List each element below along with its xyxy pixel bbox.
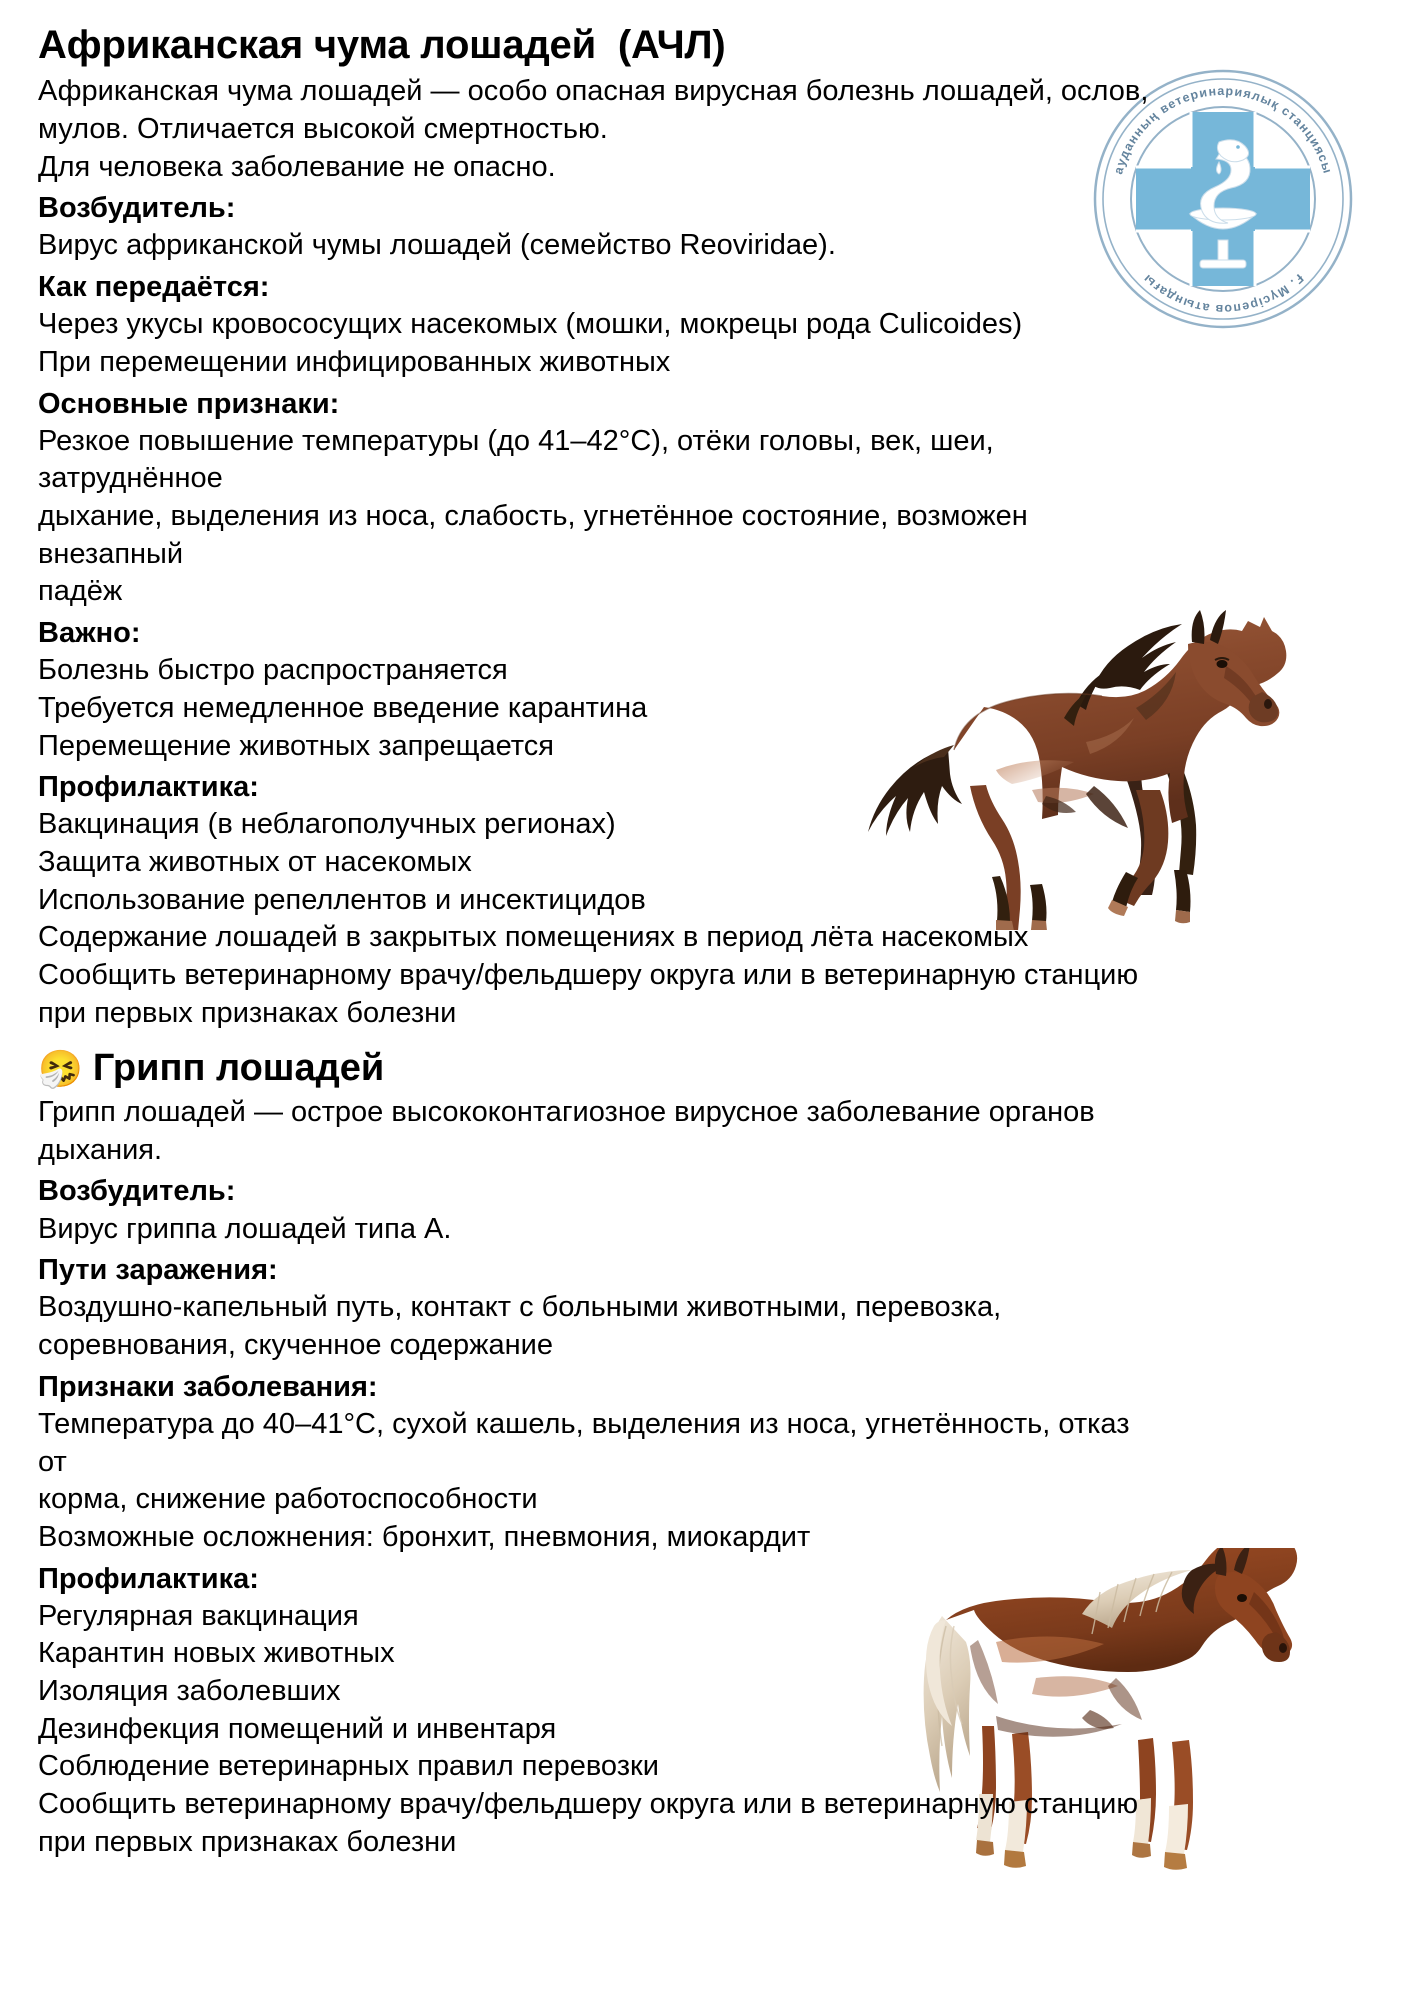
flu-prevention-line: Дезинфекция помещений и инвентаря [38,1712,557,1745]
page-title: Африканская чума лошадей (АЧЛ) [38,23,726,67]
ahs-important-line: Болезнь быстро распространяется [38,654,508,687]
ahs-intro-line-3: Для человека заболевание не опасно. [38,150,556,183]
flu-signs-line-3: Возможные осложнения: бронхит, пневмония, миокардит [38,1520,811,1553]
ahs-prevention-line: Содержание лошадей в закрытых помещениях в период лёта насекомых [38,921,1029,954]
svg-text:ауданның ветеринариялық станци: ауданның ветеринариялық станциясы [1111,83,1335,176]
flu-prevention-line: Соблюдение ветеринарных правил перевозки [38,1750,659,1783]
flu-prevention-line: Изоляция заболевших [38,1675,341,1708]
flu-intro-line-1: Грипп лошадей — острое высококонтагиозное вирусное заболевание органов [38,1096,1095,1129]
flu-section-title-label: Грипп лошадей [92,1047,385,1090]
flu-signs-line-1: Температура до 40–41°C, сухой кашель, выделения из носа, угнетённость, отказ от [38,1407,1130,1478]
ahs-signs-line-3: падёж [38,575,123,608]
ahs-transmission-line: При перемещении инфицированных животных [38,345,671,378]
ahs-prevention-line: Использование репеллентов и инсектицидов [38,883,646,916]
flu-pathogen-text: Вирус гриппа лошадей типа A. [38,1212,452,1245]
flu-prevention-line: Регулярная вакцинация [38,1599,359,1632]
svg-text:Ғ. Мүсірепов атындағы: Ғ. Мүсірепов атындағы [1139,271,1307,317]
ahs-pathogen-text: Вирус африканской чумы лошадей (семейство Reoviridae). [38,229,836,262]
flu-transmission-heading: Пути заражения: [38,1254,278,1287]
ahs-signs-line-2: дыхание, выделения из носа, слабость, угнетённое состояние, возможен внезапный [38,500,1028,570]
ahs-signs-heading: Основные признаки: [38,387,340,420]
ahs-signs-line-1: Резкое повышение температуры (до 41–42°C), отёки головы, век, шеи, затруднённое [38,424,994,495]
flu-section-title [38,1046,1374,1092]
ahs-important-line: Перемещение животных запрещается [38,729,554,762]
ahs-transmission-heading: Как передаётся: [38,271,270,304]
flu-report-line-2: при первых признаках болезни [38,1825,457,1858]
sneezing-face-emoji: 🤧 [38,1048,83,1090]
flu-prevention-line: Карантин новых животных [38,1637,395,1670]
ahs-important-heading: Важно: [38,617,141,650]
flu-transmission-line-2: соревнования, скученное содержание [38,1329,553,1362]
flu-transmission-line-1: Воздушно-капельный путь, контакт с больными животными, перевозка, [38,1291,1002,1324]
ahs-intro-line-1: Африканская чума лошадей — особо опасная вирусная болезнь лошадей, ослов, [38,75,1149,108]
flu-pathogen-heading: Возбудитель: [38,1175,236,1208]
ahs-important-line: Требуется немедленное введение карантина [38,691,648,724]
flu-signs-heading: Признаки заболевания: [38,1370,378,1403]
flu-signs-line-2: корма, снижение работоспособности [38,1483,538,1516]
ahs-report-line-2: при первых признаках болезни [38,996,457,1029]
ahs-report-line-1: Сообщить ветеринарному врачу/фельдшеру округа или в ветеринарную станцию [38,959,1139,992]
ahs-prevention-heading: Профилактика: [38,771,259,804]
ahs-transmission-line: Через укусы кровососущих насекомых (мошки, мокрецы рода Culicoides) [38,308,1023,341]
ahs-prevention-line: Вакцинация (в неблагополучных регионах) [38,808,616,841]
flu-prevention-heading: Профилактика: [38,1562,259,1595]
flu-intro-line-2: дыхания. [38,1133,163,1166]
flu-report-line-1: Сообщить ветеринарному врачу/фельдшеру округа или в ветеринарную станцию [38,1788,1139,1821]
ahs-intro-line-2: мулов. Отличается высокой смертностью. [38,112,608,145]
ahs-prevention-line: Защита животных от насекомых [38,846,472,879]
ahs-pathogen-heading: Возбудитель: [38,192,236,225]
